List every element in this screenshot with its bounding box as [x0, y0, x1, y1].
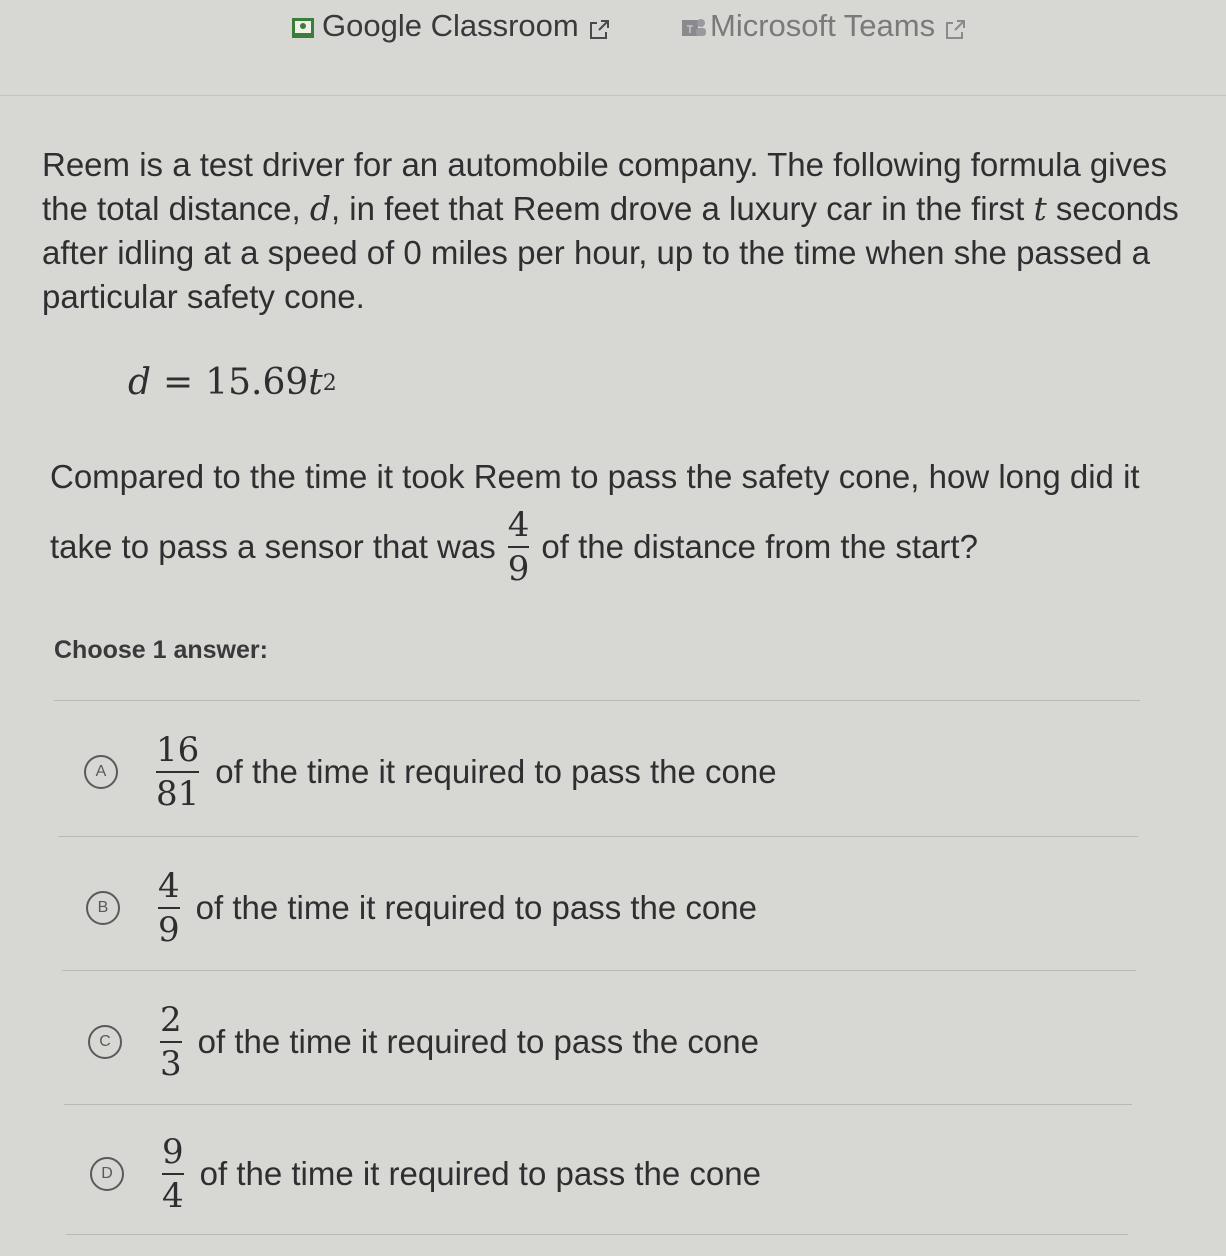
option-letter-badge: A — [84, 755, 118, 789]
fraction-numerator: 2 — [160, 1000, 182, 1040]
question-prompt — [50, 452, 1200, 592]
svg-text:T: T — [686, 24, 694, 36]
variable-d: d — [309, 189, 331, 228]
question-intro — [42, 143, 1192, 319]
answer-option-b[interactable] — [86, 848, 757, 968]
google-classroom-link[interactable] — [290, 6, 611, 46]
microsoft-teams-label: Microsoft Teams — [710, 8, 936, 43]
prompt-fraction — [508, 506, 530, 588]
fraction-bar — [158, 907, 180, 909]
fraction-denominator: 3 — [160, 1044, 182, 1084]
choose-answer-label: Choose 1 answer: — [54, 636, 268, 664]
fraction-bar — [508, 546, 530, 548]
share-bar — [0, 0, 1226, 96]
fraction-numerator: 4 — [507, 505, 530, 545]
external-link-icon — [587, 14, 611, 38]
external-link-icon — [943, 14, 967, 38]
option-letter-badge: D — [90, 1157, 124, 1191]
fraction-numerator: 16 — [156, 730, 200, 770]
option-fraction — [160, 1001, 182, 1083]
option-text: of the time it required to pass the cone — [195, 889, 757, 926]
intro-text: seconds after idling at a speed of 0 miles per hour, up to the time when she passed a particular safety cone. — [42, 190, 1179, 315]
fraction-numerator: 9 — [162, 1132, 184, 1172]
google-classroom-label: Google Classroom — [322, 8, 579, 43]
intro-text: Reem is a test driver for an automobile company. The following formula gives the total distance, — [42, 146, 1167, 227]
divider — [62, 970, 1136, 971]
divider — [54, 700, 1140, 701]
fraction-bar — [162, 1173, 184, 1175]
divider — [58, 836, 1138, 837]
prompt-line-1: Compared to the time it took Reem to pass the safety cone, how long did it — [50, 458, 1140, 495]
google-classroom-icon — [290, 13, 316, 39]
formula-lhs: d — [128, 362, 152, 403]
option-text: of the time it required to pass the cone — [199, 1155, 761, 1192]
fraction-bar — [156, 771, 199, 773]
variable-t: t — [1033, 189, 1047, 228]
microsoft-teams-icon — [678, 13, 704, 39]
option-fraction — [162, 1133, 184, 1215]
answer-option-c[interactable] — [88, 982, 759, 1102]
prompt-text: of the distance from the start? — [541, 528, 978, 565]
answer-option-d[interactable] — [90, 1114, 761, 1234]
option-text: of the time it required to pass the cone — [197, 1023, 759, 1060]
microsoft-teams-link[interactable] — [678, 6, 967, 46]
formula-equals: = — [163, 362, 194, 403]
prompt-text: take to pass a sensor that was — [50, 528, 496, 565]
distance-formula — [128, 362, 337, 403]
fraction-denominator: 9 — [158, 910, 180, 950]
fraction-bar — [160, 1041, 182, 1043]
divider — [66, 1234, 1128, 1235]
option-fraction — [158, 867, 180, 949]
fraction-denominator: 9 — [507, 549, 530, 589]
formula-coefficient: 15.69 — [205, 362, 309, 403]
option-letter-badge: B — [86, 891, 120, 925]
answer-option-a[interactable] — [84, 712, 777, 832]
divider — [64, 1104, 1132, 1105]
prompt-line-2 — [50, 502, 1200, 592]
option-fraction — [156, 731, 199, 813]
intro-text: , in feet that Reem drove a luxury car in the first — [330, 190, 1034, 227]
option-text: of the time it required to pass the cone — [215, 753, 777, 790]
formula-variable: t — [308, 362, 323, 403]
option-letter-badge: C — [88, 1025, 122, 1059]
fraction-denominator: 4 — [162, 1176, 184, 1216]
fraction-numerator: 4 — [158, 866, 180, 906]
formula-exponent: 2 — [322, 371, 337, 396]
fraction-denominator: 81 — [156, 774, 200, 814]
